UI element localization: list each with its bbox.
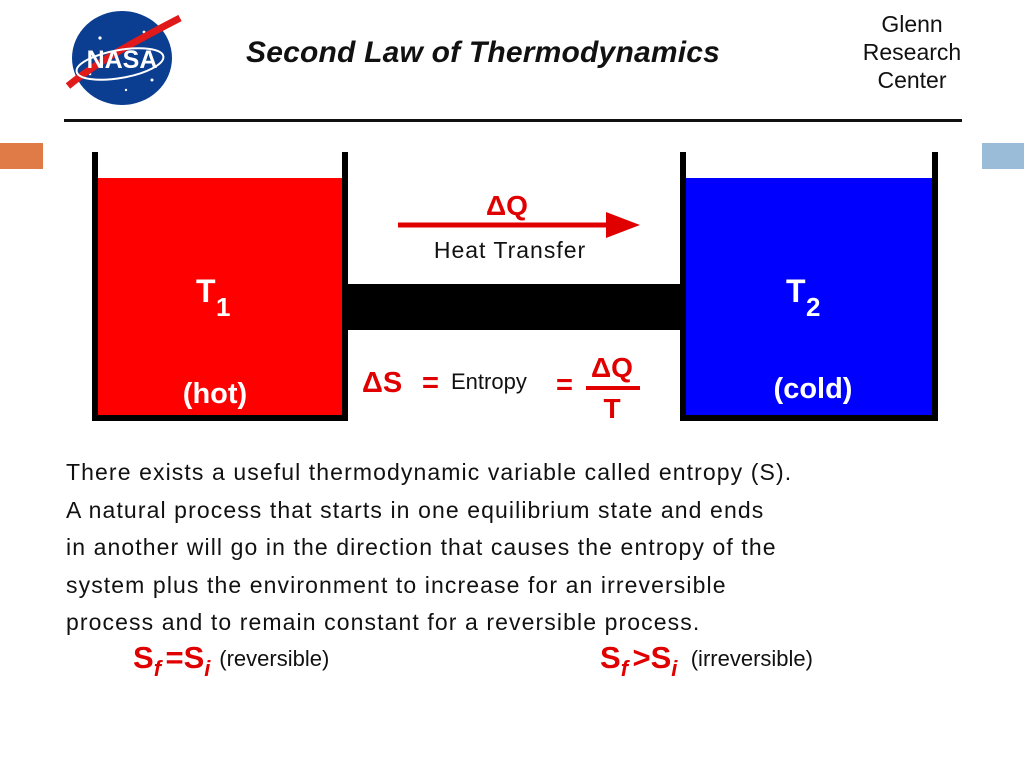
entropy-equals: = — [422, 367, 439, 399]
hot-temp-symbol: T — [196, 273, 216, 309]
page-title: Second Law of Thermodynamics — [246, 36, 721, 69]
entropy-equation — [362, 352, 640, 424]
heat-symbol: ΔQ — [486, 190, 528, 221]
irreversible-sub-initial: i — [671, 656, 678, 681]
irreversible-law — [600, 640, 813, 690]
reversible-operator: = — [165, 640, 184, 675]
reversible-s-initial: S — [183, 640, 205, 675]
entropy-lhs: ΔS — [362, 367, 403, 399]
fraction-numerator: ΔQ — [591, 352, 633, 383]
hot-label: (hot) — [182, 378, 248, 410]
entropy-equals-2: = — [556, 369, 573, 401]
fraction-denominator: T — [603, 393, 621, 424]
cold-temp-symbol: T — [786, 273, 806, 309]
cold-temp-subscript: 2 — [806, 292, 821, 322]
heat-transfer-label: Heat Transfer — [433, 237, 587, 263]
hot-temp-subscript: 1 — [216, 292, 231, 322]
reversible-sub-initial: i — [204, 656, 211, 681]
irreversible-note: (irreversible) — [690, 646, 813, 671]
reversible-note: (reversible) — [219, 646, 330, 671]
arrow-head-icon — [606, 212, 640, 238]
hot-tank — [95, 152, 345, 418]
conductor-bar — [343, 284, 685, 330]
heat-arrow — [398, 190, 640, 263]
center-line-2: Research — [862, 39, 962, 65]
cold-tank — [683, 152, 935, 418]
irreversible-operator: > — [632, 640, 651, 675]
irreversible-s-initial: S — [650, 640, 672, 675]
cold-label: (cold) — [773, 373, 853, 405]
center-line-1: Glenn — [881, 11, 943, 37]
reversible-law — [133, 640, 329, 690]
irreversible-s-final: S — [600, 640, 621, 675]
reversible-s-final: S — [133, 640, 154, 675]
irreversible-sub-final: f — [620, 656, 629, 681]
logo-text: NASA — [86, 46, 158, 74]
center-line-3: Center — [877, 67, 947, 93]
reversible-sub-final: f — [153, 656, 162, 681]
description-paragraph: There exists a useful thermodynamic variable called entropy (S). A natural process that starts in one equilibrium state and ends in another will go in the direction that causes the entropy of the system plus the environment to increase for an irreversible process and to remain constant for a reversible process. — [66, 459, 793, 635]
entropy-word: Entropy — [451, 369, 527, 394]
